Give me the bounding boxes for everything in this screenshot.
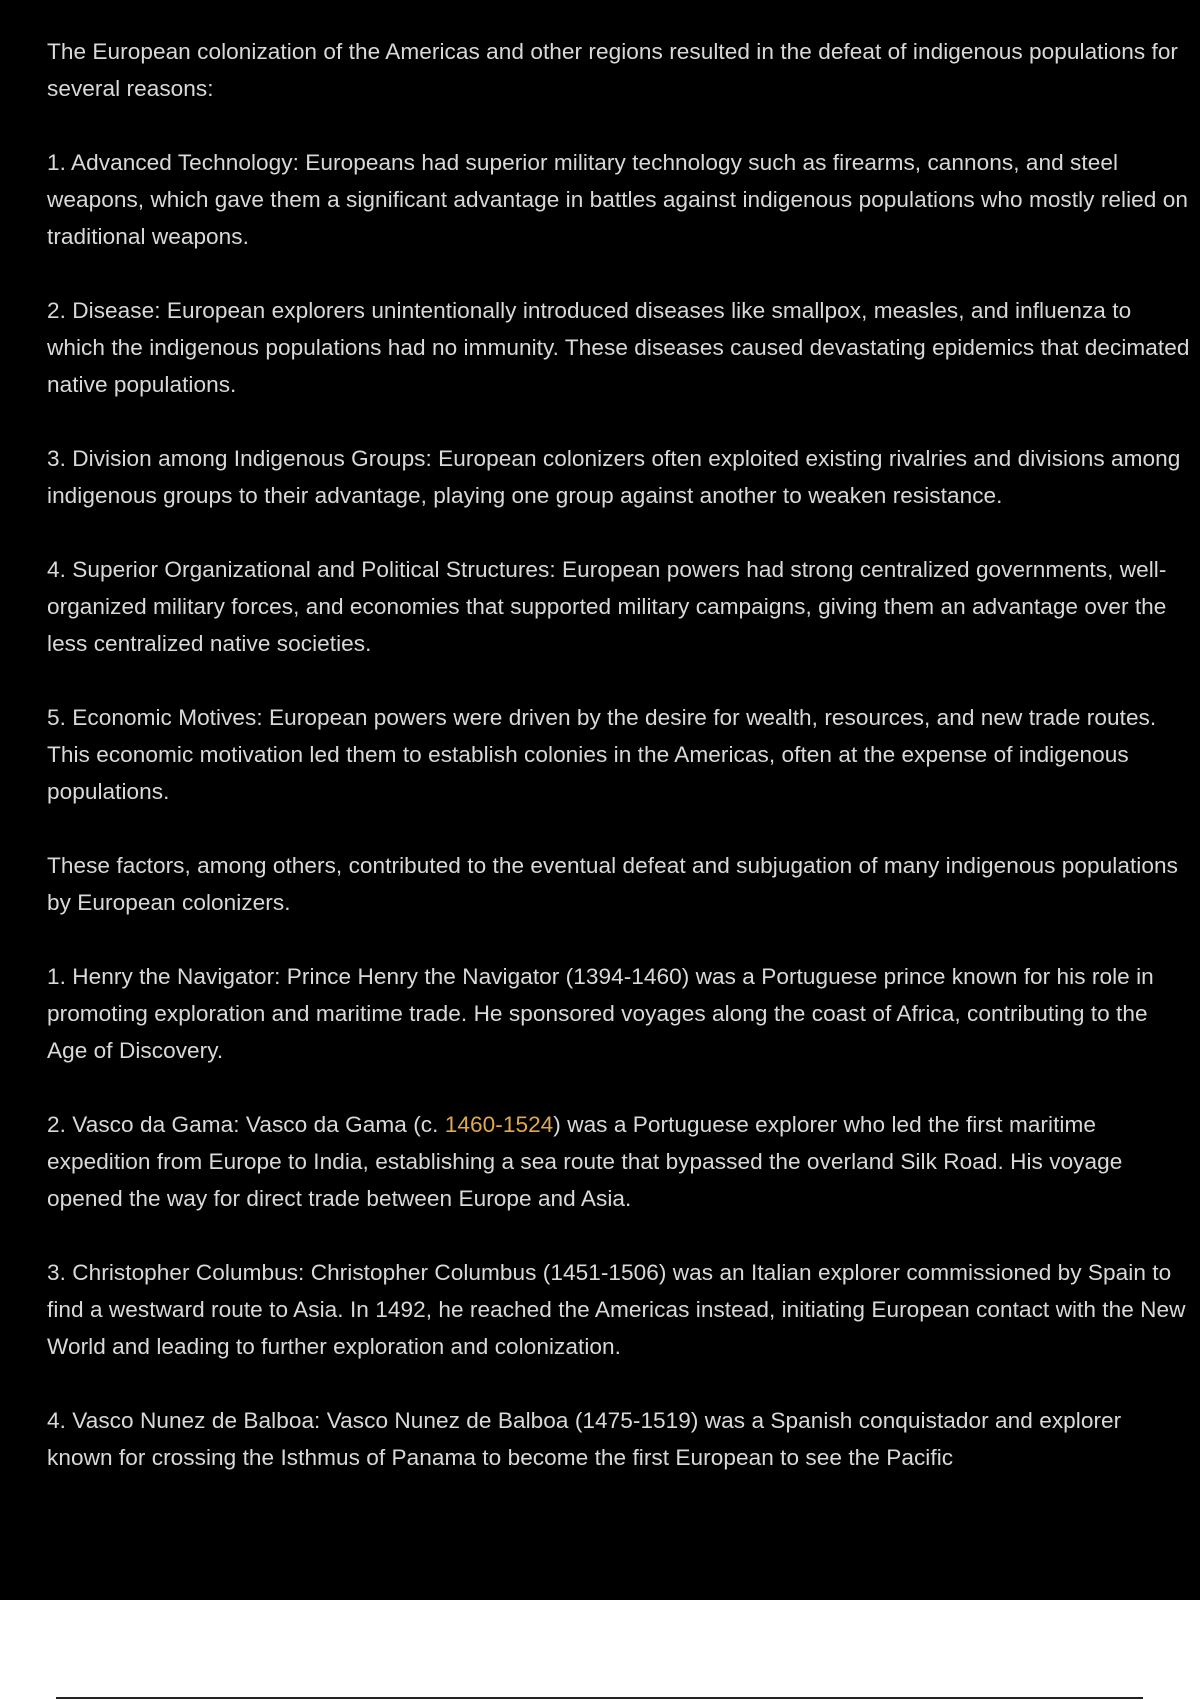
- explorer-balboa: 4. Vasco Nunez de Balboa: Vasco Nunez de Balboa (1475-1519) was a Spanish conquistador and explorer known for crossing the Isthmus of Panama to become the first European to see the Pacific: [47, 1408, 1122, 1470]
- reason-technology: 1. Advanced Technology: Europeans had superior military technology such as firearms, cannons, and steel weapons, which gave them a significant advantage in battles against indigenous populations who mostly relied on traditional weapons.: [47, 150, 1188, 249]
- explorer-columbus: 3. Christopher Columbus: Christopher Columbus (1451-1506) was an Italian explorer commissioned by Spain to find a westward route to Asia. In 1492, he reached the Americas instead, initiating European contact with the New World and leading to further exploration and colonization.: [47, 1260, 1186, 1359]
- gama-text-end: ) was a Portuguese explorer who led the first maritime expedition from Europe to India, establishing a sea route that bypassed the overland Silk Road. His voyage opened the way for direct trade between Europe and Asia.: [47, 1112, 1123, 1211]
- explorer-henry: 1. Henry the Navigator: Prince Henry the Navigator (1394-1460) was a Portuguese prince known for his role in promoting exploration and maritime trade. He sponsored voyages along the coast of Africa, contributing to the Age of Discovery.: [47, 964, 1154, 1063]
- gama-text-start: 2. Vasco da Gama: Vasco da Gama (c.: [47, 1112, 445, 1137]
- reason-organization: 4. Superior Organizational and Political Structures: European powers had strong centralized governments, well-organized military forces, and economies that supported military campaigns, giving them an advantage over the less centralized native societies.: [47, 557, 1167, 656]
- reason-division: 3. Division among Indigenous Groups: European colonizers often exploited existing rivalries and divisions among indigenous groups to their advantage, playing one group against another to weaken resistance.: [47, 446, 1181, 508]
- gama-dates-link[interactable]: 1460-1524: [444, 1112, 554, 1137]
- explorer-gama: [47, 1106, 1192, 1217]
- intro-paragraph: The European colonization of the Americas and other regions resulted in the defeat of indigenous populations for several reasons:: [47, 39, 1179, 101]
- reason-economic: 5. Economic Motives: European powers were driven by the desire for wealth, resources, and new trade routes. This economic motivation led them to establish colonies in the Americas, often at the expense of indigenous populations.: [47, 705, 1157, 804]
- conclusion-paragraph: These factors, among others, contributed to the eventual defeat and subjugation of many indigenous populations by European colonizers.: [47, 853, 1178, 915]
- bottom-divider: [56, 1697, 1143, 1699]
- reason-disease: 2. Disease: European explorers unintentionally introduced diseases like smallpox, measles, and influenza to which the indigenous populations had no immunity. These diseases caused devastating epidemics that decimated native populations.: [47, 298, 1190, 397]
